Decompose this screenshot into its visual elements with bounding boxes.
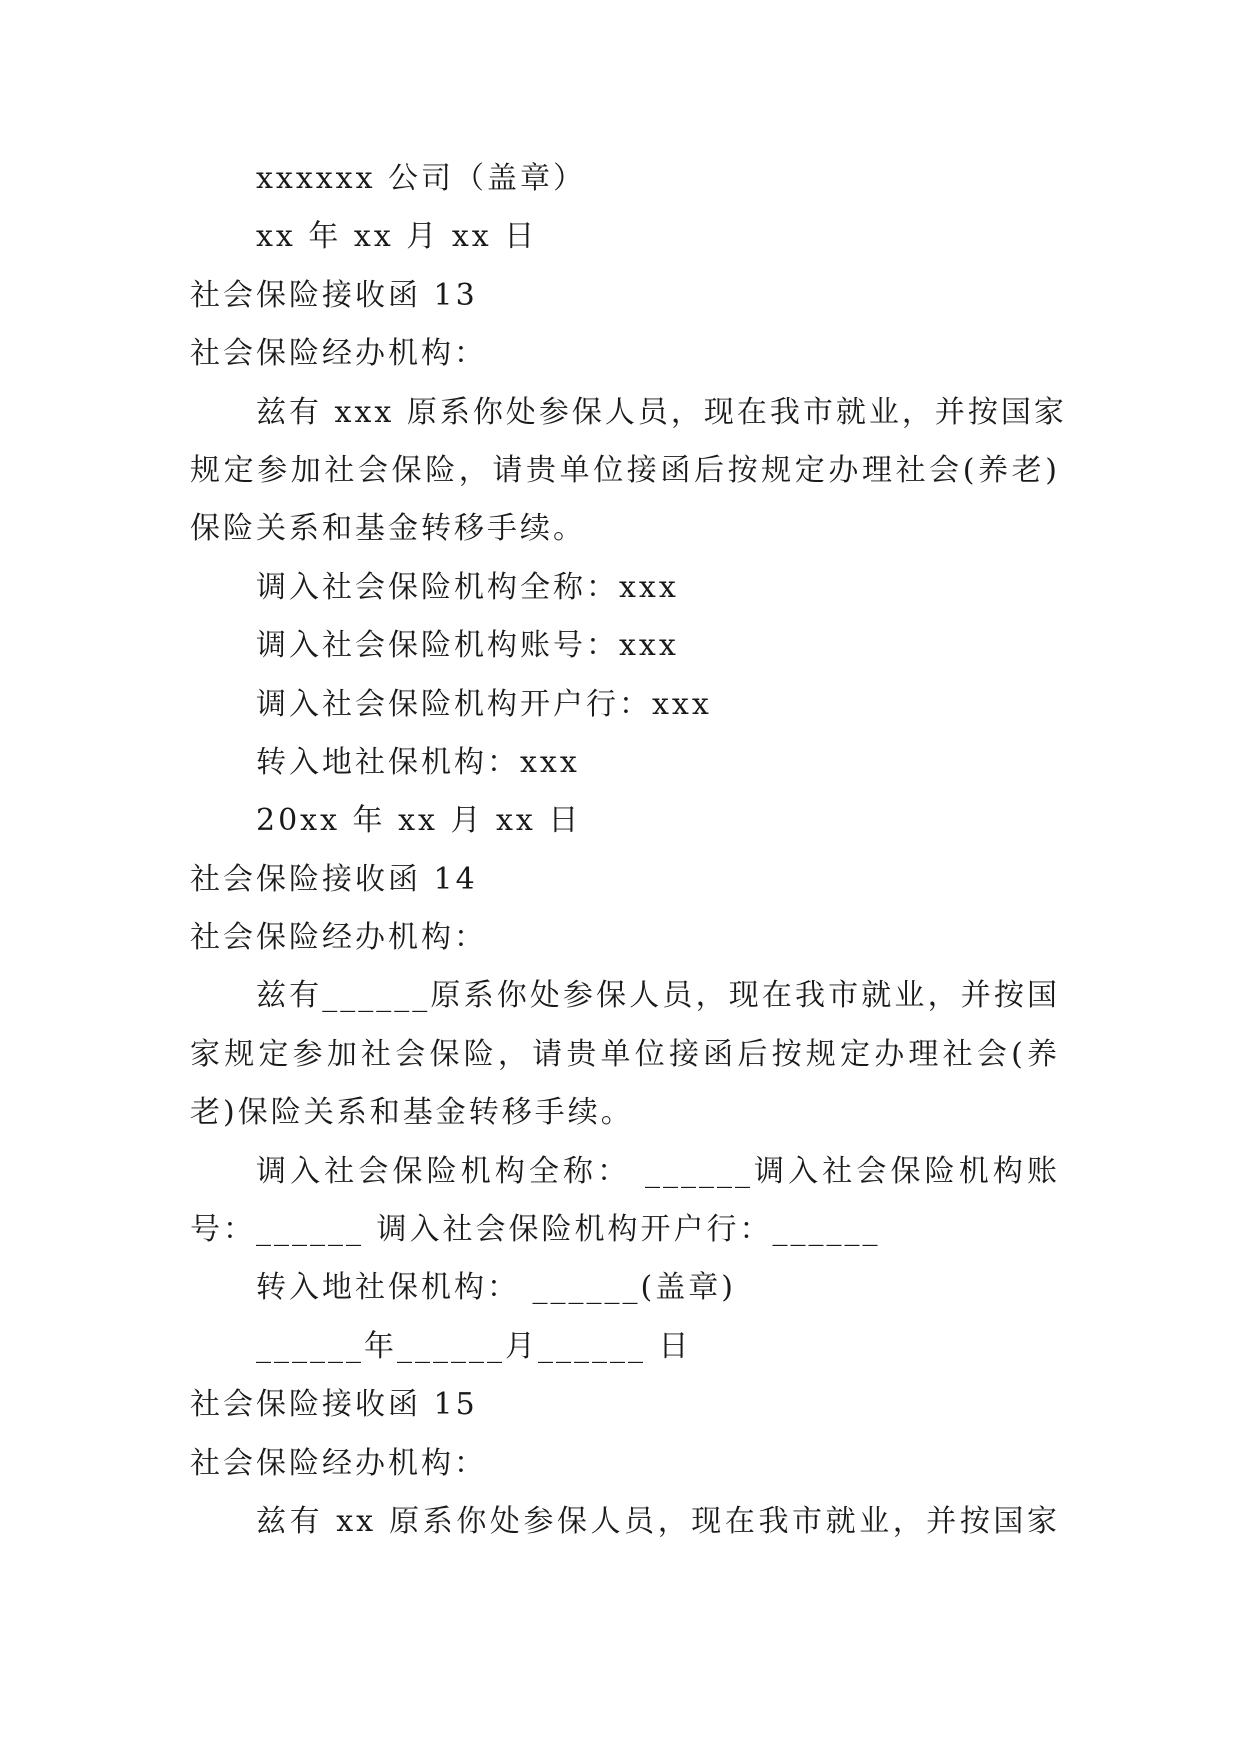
salutation-14: 社会保险经办机构：: [190, 920, 487, 956]
letter-title-15: 社会保险接收函 15: [190, 1387, 478, 1423]
body-13-line-1: 兹有 xxx 原系你处参保人员，现在我市就业，并按国家: [256, 394, 1067, 430]
body-14-line-1: 兹有______原系你处参保人员，现在我市就业，并按国: [256, 978, 1060, 1014]
letter-title-14: 社会保险接收函 14: [190, 861, 478, 897]
body-14-line-2: 家规定参加社会保险，请贵单位接函后按规定办理社会(养: [190, 1036, 1060, 1072]
date-13: 20xx 年 xx 月 xx 日: [256, 803, 582, 839]
body-14-line-3: 老)保险关系和基金转移手续。: [190, 1095, 634, 1131]
document-page: [190, 150, 1067, 1551]
salutation-15: 社会保险经办机构：: [190, 1445, 487, 1481]
body-13-line-3: 保险关系和基金转移手续。: [190, 511, 586, 547]
institution-fields-14-line-1: 调入社会保险机构全称： ______调入社会保险机构账: [256, 1153, 1060, 1189]
body-13-line-2: 规定参加社会保险，请贵单位接函后按规定办理社会(养老): [190, 452, 1060, 488]
transfer-institution-13: 转入地社保机构：xxx: [256, 744, 580, 780]
company-seal-line: xxxxxx 公司（盖章）: [256, 161, 587, 196]
institution-account-13: 调入社会保险机构账号：xxx: [256, 628, 679, 664]
institution-name-13: 调入社会保险机构全称：xxx: [256, 569, 679, 605]
body-15-line-1: 兹有 xx 原系你处参保人员，现在我市就业，并按国家: [256, 1503, 1060, 1539]
date-line: xx 年 xx 月 xx 日: [256, 219, 538, 255]
institution-fields-14-line-2: 号：______ 调入社会保险机构开户行：______: [190, 1212, 881, 1248]
institution-bank-13: 调入社会保险机构开户行：xxx: [256, 686, 712, 722]
salutation-13: 社会保险经办机构：: [190, 336, 487, 372]
letter-title-13: 社会保险接收函 13: [190, 277, 478, 313]
transfer-institution-14: 转入地社保机构： ______(盖章): [256, 1270, 736, 1306]
date-14: ______年______月______ 日: [256, 1328, 692, 1364]
